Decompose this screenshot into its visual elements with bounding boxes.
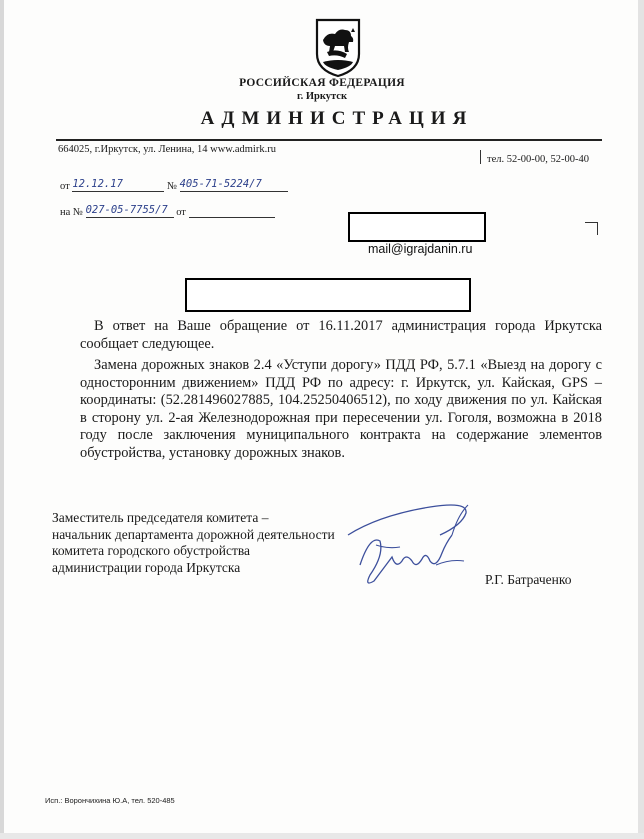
address-block-corner-mark: [585, 222, 598, 235]
coat-of-arms-icon: [313, 18, 363, 78]
number-field: [180, 178, 288, 192]
phone-divider: [480, 150, 481, 164]
organization-address: 664025, г.Иркутск, ул. Ленина, 14 www.admirk.ru: [58, 144, 276, 155]
redacted-recipient-name: [348, 212, 486, 242]
redacted-salutation: [185, 278, 471, 312]
number-value: 405-71-5224/7: [179, 178, 262, 190]
signatory-position: [52, 510, 335, 576]
organization-title: АДМИНИСТРАЦИЯ: [200, 108, 474, 129]
on-number-label: на №: [60, 207, 83, 218]
header-divider: [56, 139, 602, 141]
body-paragraph-2: Замена дорожных знаков 2.4 «Уступи дорогу» ПДД РФ, 5.7.1 «Выезд на дорогу с односторонним движением» ПДД РФ по адресу: г. Иркутск, ул. Кайская, GPS – координаты: (52.281496027885, 104.25250406512), по ходу движения по ул. Кайская в сторону ул. 2-ая Железнодорожная при пересечении ул. Гоголя, возможна в 2018 году после заключения муниципального контракта на содержание элементов обустройства, установку дорожных знаков.: [80, 357, 602, 461]
city-name: г. Иркутск: [297, 91, 347, 102]
executor-contact: Исп.: Ворончихина Ю.А, тел. 520-485: [45, 796, 175, 805]
scan-edge-bottom: [0, 833, 644, 839]
number-label: №: [166, 181, 177, 192]
from-label: от: [60, 181, 70, 192]
organization-phone: тел. 52-00-00, 52-00-40: [487, 154, 589, 165]
position-line-1: Заместитель председателя комитета –: [52, 510, 269, 525]
body-paragraph-1: В ответ на Ваше обращение от 16.11.2017 администрация города Иркутска сообщает следующее.: [80, 318, 602, 352]
outgoing-registration: [60, 178, 288, 192]
from-date-value: 12.12.17: [72, 178, 123, 190]
recipient-email: mail@igrajdanin.ru: [368, 242, 473, 256]
on-number-value: 027-05-7755/7: [85, 204, 168, 216]
position-line-4: администрации города Иркутска: [52, 559, 241, 575]
country-name: РОССИЙСКАЯ ФЕДЕРАЦИЯ: [239, 77, 405, 89]
handwritten-signature-icon: [340, 495, 480, 595]
letter-body: [80, 318, 602, 462]
on-number-field: [86, 204, 174, 218]
on-from-field: [189, 204, 275, 218]
incoming-registration: [60, 204, 275, 218]
signatory-name: Р.Г. Батраченко: [485, 572, 572, 587]
on-from-label: от: [176, 207, 186, 218]
position-line-2: начальник департамента дорожной деятельности: [52, 526, 335, 542]
position-line-3: комитета городского обустройства: [52, 543, 251, 558]
from-date-field: [72, 178, 164, 192]
